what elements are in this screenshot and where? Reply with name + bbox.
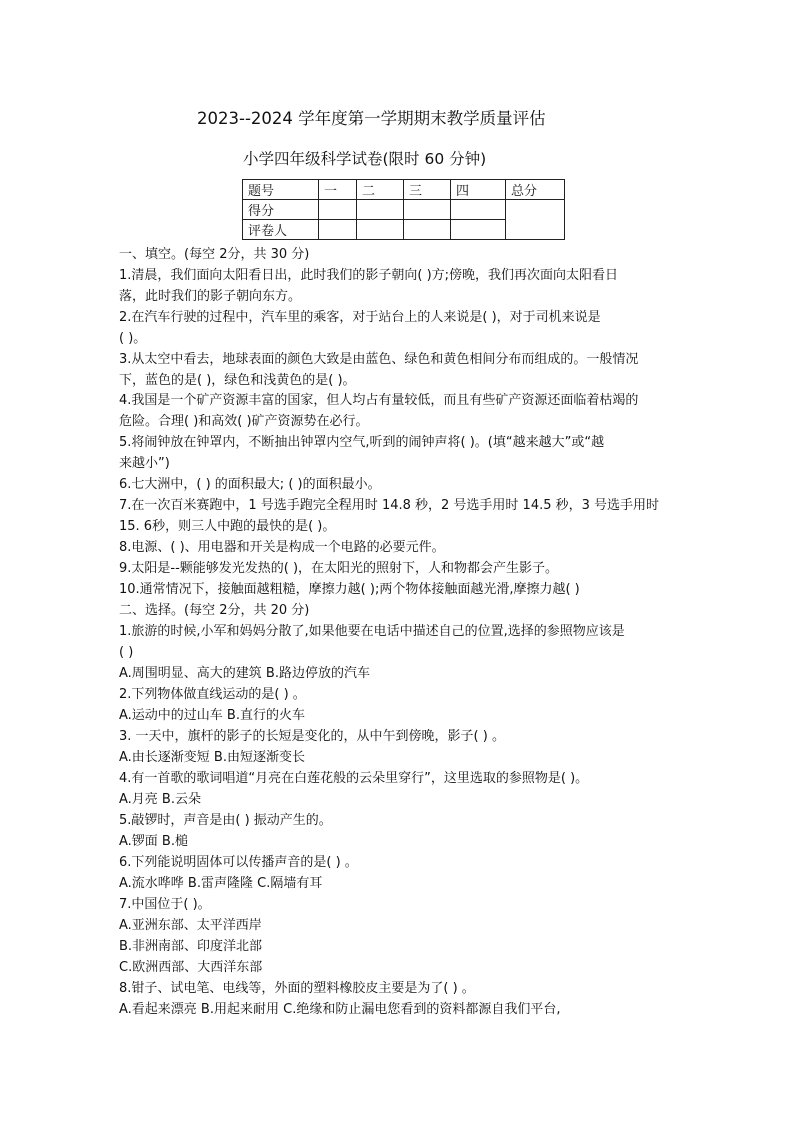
score-header-cell: 总分 bbox=[506, 180, 565, 200]
option-line: A.运动中的过山车 B.直行的火车 bbox=[119, 708, 305, 723]
question-line: 5.敲锣时，声音是由( ) 振动产生的。 bbox=[119, 813, 332, 828]
question-line: 10.通常情况下，接触面越粗糙，摩擦力越( );两个物体接触面越光滑,摩擦力越( ) bbox=[119, 582, 580, 597]
question-line: 1.清晨，我们面向太阳看日出，此时我们的影子朝向( )方;傍晚，我们再次面向太阳看日 bbox=[119, 268, 619, 283]
question-line: 8.钳子、试电笔、电线等，外面的塑料橡胶皮主要是为了( ) 。 bbox=[119, 981, 475, 996]
question-line: 4.有一首歌的歌词唱道“月亮在白莲花般的云朵里穿行”，这里选取的参照物是( )。 bbox=[119, 771, 589, 786]
option-line: C.欧洲西部、大西洋东部 bbox=[119, 960, 263, 975]
question-line: 7.中国位于( )。 bbox=[119, 897, 211, 912]
score-header-cell: 二 bbox=[357, 180, 404, 200]
question-line: ( )。 bbox=[119, 331, 147, 346]
exam-subtitle: 小学四年级科学试卷(限时 60 分钟) bbox=[243, 150, 487, 168]
score-row-label: 得分 bbox=[243, 200, 319, 220]
score-header-cell: 三 bbox=[404, 180, 451, 200]
option-line: A.亚洲东部、太平洋西岸 bbox=[119, 918, 262, 933]
score-header-cell: 一 bbox=[319, 180, 357, 200]
section2-heading: 二、选择。(每空 2分，共 20 分) bbox=[119, 603, 310, 618]
question-line: 9.太阳是--颗能够发光发热的( )，在太阳光的照射下，人和物都会产生影子。 bbox=[119, 561, 559, 576]
question-line: 1.旅游的时候,小军和妈妈分散了,如果他要在电话中描述自己的位置,选择的参照物应该是 bbox=[119, 624, 625, 639]
question-line: 8.电源、( )、用电器和开关是构成一个电路的必要元件。 bbox=[119, 540, 445, 555]
question-line: 6.下列能说明固体可以传播声音的是( ) 。 bbox=[119, 855, 358, 870]
question-line: 6.七大洲中，( ) 的面积最大; ( )的面积最小。 bbox=[119, 477, 381, 492]
option-line: A.月亮 B.云朵 bbox=[119, 792, 201, 807]
question-line: 落，此时我们的影子朝向东方。 bbox=[119, 289, 302, 304]
score-cell bbox=[319, 200, 357, 220]
score-cell bbox=[319, 220, 357, 240]
question-line: 15. 6秒，则三人中跑的最快的是( )。 bbox=[119, 519, 336, 534]
question-line: 2.下列物体做直线运动的是( ) 。 bbox=[119, 687, 306, 702]
section1-heading: 一、填空。(每空 2分，共 30 分) bbox=[119, 247, 310, 262]
score-cell bbox=[451, 220, 506, 240]
question-line: ( ) bbox=[119, 645, 134, 660]
option-line: B.非洲南部、印度洋北部 bbox=[119, 939, 263, 954]
total-score-cell bbox=[506, 200, 565, 240]
score-cell bbox=[357, 200, 404, 220]
question-line: 5.将闹钟放在钟罩内，不断抽出钟罩内空气,听到的闹钟声将( )。(填“越来越大”或“越 bbox=[119, 435, 605, 450]
question-line: 2.在汽车行驶的过程中，汽车里的乘客，对于站台上的人来说是( )，对于司机来说是 bbox=[119, 310, 601, 325]
question-line: 危险。合理( )和高效( )矿产资源势在必行。 bbox=[119, 414, 369, 429]
score-cell bbox=[451, 200, 506, 220]
score-cell bbox=[404, 200, 451, 220]
score-row-label: 评卷人 bbox=[243, 220, 319, 240]
option-line: A.锣面 B.槌 bbox=[119, 834, 188, 849]
option-line: A.由长逐渐变短 B.由短逐渐变长 bbox=[119, 750, 305, 765]
question-line: 7.在一次百米赛跑中，1 号选手跑完全程用时 14.8 秒，2 号选手用时 14.5 秒，3 号选手用时 bbox=[119, 498, 660, 513]
question-line: 下，蓝色的是( )，绿色和浅黄色的是( )。 bbox=[119, 373, 356, 388]
score-cell bbox=[357, 220, 404, 240]
option-line: A.周围明显、高大的建筑 B.路边停放的汽车 bbox=[119, 666, 370, 681]
score-header-cell: 四 bbox=[451, 180, 506, 200]
option-line: A.流水哗哗 B.雷声隆隆 C.隔墙有耳 bbox=[119, 876, 323, 891]
question-line: 3. 一天中，旗杆的影子的长短是变化的，从中午到傍晚，影子( ) 。 bbox=[119, 729, 505, 744]
question-line: 来越小”) bbox=[119, 456, 170, 471]
option-line: A.看起来漂亮 B.用起来耐用 C.绝缘和防止漏电您看到的资料都源自我们平台, bbox=[119, 1002, 561, 1017]
score-header-cell: 题号 bbox=[243, 180, 319, 200]
score-table bbox=[242, 179, 565, 240]
score-cell bbox=[404, 220, 451, 240]
question-line: 3.从太空中看去，地球表面的颜色大致是由蓝色、绿色和黄色相间分布而组成的。一般情况 bbox=[119, 352, 639, 367]
exam-title: 2023-‐2024 学年度第一学期期末教学质量评估 bbox=[197, 109, 546, 128]
question-line: 4.我国是一个矿产资源丰富的国家，但人均占有量较低，而且有些矿产资源还面临着枯竭的 bbox=[119, 393, 639, 408]
